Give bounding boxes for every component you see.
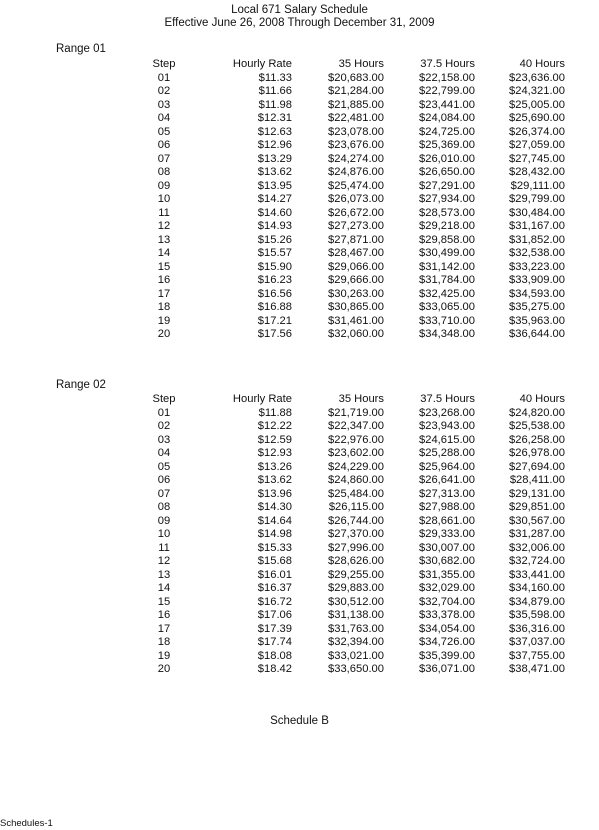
hours-37-5-cell: $23,441.00 [419,98,475,111]
table-row [0,247,599,261]
hours-35-cell: $24,860.00 [328,474,384,486]
step-cell: 11 [158,206,170,219]
step-header: Step [152,393,176,405]
step-cell: 08 [157,166,171,178]
hours-40-cell: $34,879.00 [509,595,565,608]
step-cell: 08 [157,501,171,513]
hours-35-cell: $25,484.00 [328,487,384,500]
step-cell: 02 [157,85,171,97]
hours-37-5-cell: $29,218.00 [419,220,475,232]
hourly-rate-cell: $17.74 [257,636,292,648]
step-cell: 09 [157,514,171,527]
schedule-footer: Schedule B [270,715,329,727]
hourly-rate-cell: $12.59 [257,433,292,446]
hours-37-5-cell: $29,333.00 [419,528,475,540]
hours-37-5-cell: $28,661.00 [419,514,475,527]
step-cell: 03 [157,98,171,111]
hours-40-cell: $33,909.00 [509,274,565,286]
step-cell: 11 [158,541,170,554]
step-cell: 03 [157,433,171,446]
step-header: Step [152,58,176,70]
hours-37-5-cell: $30,007.00 [419,541,475,554]
step-cell: 17 [157,287,171,300]
hours-35-cell: $21,284.00 [328,85,384,97]
hours-40-cell: $32,724.00 [509,555,565,567]
hours-37-5-cell: $24,725.00 [419,125,475,138]
step-cell: 14 [157,582,171,594]
hourly-rate-cell: $16.01 [257,568,292,581]
hourly-rate-cell: $13.26 [257,460,292,473]
hours-40-cell: $25,690.00 [509,112,565,124]
table-row [0,112,599,126]
hourly-rate-cell: $16.56 [257,287,292,300]
hours-35-cell: $33,650.00 [328,663,384,675]
hourly-rate-cell: $16.88 [257,301,292,313]
hourly-rate-cell: $12.31 [257,112,292,124]
step-cell: 19 [157,314,171,327]
table-row [0,274,599,288]
hours-37-5-cell: $25,964.00 [419,460,475,473]
hours-40-cell: $27,059.00 [509,139,565,151]
hours-40-cell: $26,258.00 [509,433,565,446]
hours-37-5-cell: $22,158.00 [419,71,475,84]
hourly-rate-cell: $15.57 [257,247,292,259]
hours-40-cell: $24,820.00 [509,406,565,419]
hours-35-cell: $27,871.00 [328,233,384,246]
table-row [0,207,599,221]
hours-40-cell: $29,111.00 [510,179,565,192]
hours-35-cell: $30,263.00 [328,287,384,300]
hours-37-5-cell: $32,029.00 [419,582,475,594]
hourly-rate-cell: $16.72 [257,595,292,608]
hours-40-cell: $32,538.00 [509,247,565,259]
hours-40-cell: $35,963.00 [509,314,565,327]
hourly-rate-cell: $13.95 [257,179,292,192]
step-cell: 17 [157,622,171,635]
step-cell: 15 [157,260,171,273]
hourly-rate-cell: $15.90 [257,260,292,273]
step-cell: 09 [157,179,171,192]
step-cell: 01 [157,406,171,419]
step-cell: 16 [157,274,171,286]
hours-40-cell: $25,538.00 [509,420,565,432]
hours-35-header: 35 Hours [338,393,384,405]
table-row [0,461,599,475]
hours-35-cell: $25,474.00 [328,179,384,192]
step-cell: 16 [157,609,171,621]
hourly-rate-cell: $14.93 [257,220,292,232]
table-row [0,542,599,556]
hours-40-cell: $32,006.00 [509,541,565,554]
table-row [0,569,599,583]
hours-35-cell: $26,672.00 [328,206,384,219]
hours-37-5-cell: $25,288.00 [419,447,475,459]
range-02-label: Range 02 [56,379,106,391]
hourly-rate-cell: $13.62 [257,474,292,486]
hours-37-5-cell: $22,799.00 [419,85,475,97]
step-cell: 05 [157,125,171,138]
hours-37-5-cell: $27,934.00 [419,193,475,205]
hours-37-5-cell: $28,573.00 [419,206,475,219]
hours-40-cell: $27,694.00 [509,460,565,473]
hours-35-header: 35 Hours [338,58,384,70]
hours-37-5-cell: $30,682.00 [419,555,475,567]
hourly-rate-cell: $13.29 [257,152,292,165]
hourly-rate-cell: $15.26 [257,233,292,246]
hourly-rate-cell: $11.66 [258,85,292,97]
hourly-rate-cell: $12.22 [257,420,292,432]
hours-37-5-cell: $31,142.00 [419,260,475,273]
hours-35-cell: $32,060.00 [328,328,384,340]
hours-37-5-cell: $34,348.00 [419,328,475,340]
hours-35-cell: $28,626.00 [328,555,384,567]
hours-35-cell: $24,229.00 [328,460,384,473]
step-cell: 14 [157,247,171,259]
hours-40-cell: $26,978.00 [509,447,565,459]
hourly-rate-cell: $17.56 [257,328,292,340]
hours-40-cell: $28,432.00 [509,166,565,178]
hours-37-5-cell: $33,378.00 [419,609,475,621]
table-row [0,193,599,207]
table-row [0,663,599,677]
step-cell: 05 [157,460,171,473]
table-row [0,180,599,194]
hourly-rate-cell: $17.21 [257,314,292,327]
hours-40-cell: $35,598.00 [509,609,565,621]
hourly-rate-cell: $14.64 [257,514,292,527]
table-header-row [0,58,599,72]
hours-37-5-cell: $25,369.00 [419,139,475,151]
hours-35-cell: $24,876.00 [328,166,384,178]
hourly-rate-cell: $12.96 [257,139,292,151]
step-cell: 20 [157,328,171,340]
table-row [0,301,599,315]
step-cell: 06 [157,139,171,151]
hours-35-cell: $29,883.00 [328,582,384,594]
hours-40-cell: $34,160.00 [509,582,565,594]
hours-35-cell: $20,683.00 [328,71,384,84]
hours-37-5-header: 37.5 Hours [420,58,475,70]
hours-37-5-cell: $26,650.00 [419,166,475,178]
table-row [0,596,599,610]
step-cell: 18 [157,301,171,313]
hours-40-cell: $34,593.00 [509,287,565,300]
hours-40-cell: $29,131.00 [509,487,565,500]
hours-40-cell: $23,636.00 [509,71,565,84]
document-title: Local 671 Salary Schedule [231,4,368,16]
hours-35-cell: $26,073.00 [328,193,384,205]
hours-37-5-cell: $29,858.00 [419,233,475,246]
table-row [0,623,599,637]
table-row [0,636,599,650]
table-row [0,474,599,488]
hours-40-cell: $38,471.00 [509,663,565,675]
hours-40-cell: $30,567.00 [509,514,565,527]
hours-40-cell: $26,374.00 [509,125,565,138]
hours-37-5-cell: $26,641.00 [419,474,475,486]
hours-35-cell: $26,744.00 [328,514,384,527]
table-row [0,139,599,153]
hours-40-cell: $36,644.00 [509,328,565,340]
table-row [0,407,599,421]
hours-37-5-cell: $27,988.00 [419,501,475,513]
hourly-rate-cell: $14.98 [257,528,292,540]
hours-35-cell: $23,676.00 [328,139,384,151]
hourly-rate-header: Hourly Rate [232,393,292,405]
hours-40-cell: $29,851.00 [509,501,565,513]
step-cell: 04 [157,447,171,459]
table-row [0,528,599,542]
hours-35-cell: $28,467.00 [328,247,384,259]
hourly-rate-cell: $15.33 [257,541,292,554]
hours-37-5-cell: $24,084.00 [419,112,475,124]
hours-35-cell: $22,347.00 [328,420,384,432]
hours-40-cell: $36,316.00 [509,622,565,635]
range-01-table [0,58,599,342]
step-cell: 13 [157,233,171,246]
table-row [0,650,599,664]
hours-40-cell: $31,852.00 [509,233,565,246]
hours-35-cell: $21,719.00 [328,406,384,419]
hours-35-cell: $27,273.00 [328,220,384,232]
hours-40-cell: $31,287.00 [509,528,565,540]
hours-35-cell: $30,512.00 [328,595,384,608]
hours-35-cell: $23,078.00 [328,125,384,138]
step-cell: 10 [157,193,171,205]
hours-35-cell: $31,461.00 [328,314,384,327]
hours-40-cell: $31,167.00 [509,220,565,232]
hourly-rate-cell: $13.96 [257,487,292,500]
hours-40-cell: $37,755.00 [509,649,565,662]
step-cell: 07 [157,152,171,165]
hours-37-5-cell: $27,291.00 [419,179,475,192]
hours-35-cell: $32,394.00 [328,636,384,648]
table-row [0,420,599,434]
hourly-rate-cell: $18.42 [257,663,292,675]
hours-35-cell: $31,763.00 [328,622,384,635]
table-row [0,515,599,529]
hourly-rate-cell: $17.39 [257,622,292,635]
table-row [0,261,599,275]
hours-40-cell: $29,799.00 [509,193,565,205]
step-cell: 18 [157,636,171,648]
hourly-rate-cell: $18.08 [257,649,292,662]
table-row [0,328,599,342]
hours-37-5-cell: $35,399.00 [419,649,475,662]
hourly-rate-cell: $15.68 [257,555,292,567]
hours-37-5-cell: $30,499.00 [419,247,475,259]
hours-40-cell: $37,037.00 [509,636,565,648]
hours-35-cell: $27,370.00 [328,528,384,540]
step-cell: 13 [157,568,171,581]
table-row [0,609,599,623]
table-row [0,85,599,99]
hours-37-5-cell: $34,726.00 [419,636,475,648]
hourly-rate-cell: $14.60 [257,206,292,219]
step-cell: 02 [157,420,171,432]
hours-37-5-cell: $34,054.00 [419,622,475,635]
table-row [0,72,599,86]
step-cell: 15 [157,595,171,608]
hours-35-cell: $26,115.00 [328,501,384,513]
table-row [0,166,599,180]
hours-37-5-cell: $36,071.00 [419,663,475,675]
range-02-table [0,393,599,677]
hours-40-cell: $28,411.00 [509,474,565,486]
hours-37-5-cell: $24,615.00 [419,433,475,446]
hours-35-cell: $30,865.00 [328,301,384,313]
step-cell: 04 [157,112,171,124]
table-row [0,555,599,569]
hours-35-cell: $29,666.00 [328,274,384,286]
hours-40-cell: $33,223.00 [509,260,565,273]
hourly-rate-header: Hourly Rate [232,58,292,70]
hours-35-cell: $23,602.00 [328,447,384,459]
hours-35-cell: $29,255.00 [328,568,384,581]
hours-37-5-cell: $23,943.00 [419,420,475,432]
hours-37-5-cell: $27,313.00 [419,487,475,500]
step-cell: 10 [157,528,171,540]
hours-37-5-cell: $32,704.00 [419,595,475,608]
hourly-rate-cell: $14.27 [257,193,292,205]
hourly-rate-cell: $16.23 [257,274,292,286]
table-row [0,288,599,302]
step-cell: 06 [157,474,171,486]
hours-37-5-cell: $32,425.00 [419,287,475,300]
table-row [0,582,599,596]
step-cell: 12 [157,220,171,232]
hours-40-cell: $33,441.00 [509,568,565,581]
step-cell: 19 [157,649,171,662]
hourly-rate-cell: $16.37 [257,582,292,594]
hours-35-cell: $22,481.00 [328,112,384,124]
step-cell: 20 [157,663,171,675]
table-row [0,220,599,234]
page-id: Schedules-1 [0,818,53,829]
table-row [0,234,599,248]
hours-37-5-cell: $26,010.00 [419,152,475,165]
hours-40-cell: $25,005.00 [509,98,565,111]
hourly-rate-cell: $11.98 [258,98,292,111]
hours-35-cell: $21,885.00 [328,98,384,111]
table-row [0,99,599,113]
hours-35-cell: $24,274.00 [328,152,384,165]
hours-40-header: 40 Hours [519,393,565,405]
document-subtitle: Effective June 26, 2008 Through December 31, 2009 [164,17,435,29]
hourly-rate-cell: $11.88 [258,406,292,419]
hours-37-5-cell: $33,710.00 [419,314,475,327]
hours-35-cell: $29,066.00 [328,260,384,273]
hours-40-cell: $27,745.00 [509,152,565,165]
hours-40-cell: $24,321.00 [509,85,565,97]
hourly-rate-cell: $11.33 [258,71,292,84]
table-header-row [0,393,599,407]
hours-40-cell: $30,484.00 [509,206,565,219]
step-cell: 12 [157,555,171,567]
table-row [0,126,599,140]
step-cell: 01 [157,71,171,84]
hourly-rate-cell: $17.06 [257,609,292,621]
table-row [0,488,599,502]
hours-40-cell: $35,275.00 [509,301,565,313]
hours-37-5-cell: $23,268.00 [419,406,475,419]
hours-35-cell: $22,976.00 [328,433,384,446]
table-row [0,434,599,448]
hourly-rate-cell: $13.62 [257,166,292,178]
table-row [0,153,599,167]
range-01-label: Range 01 [56,43,106,55]
hourly-rate-cell: $12.93 [257,447,292,459]
table-row [0,501,599,515]
hours-37-5-cell: $31,355.00 [419,568,475,581]
hours-35-cell: $33,021.00 [328,649,384,662]
table-row [0,447,599,461]
hours-35-cell: $27,996.00 [328,541,384,554]
hours-35-cell: $31,138.00 [328,609,384,621]
hours-37-5-cell: $33,065.00 [419,301,475,313]
hours-40-header: 40 Hours [519,58,565,70]
step-cell: 07 [157,487,171,500]
table-row [0,315,599,329]
hourly-rate-cell: $14.30 [257,501,292,513]
hourly-rate-cell: $12.63 [257,125,292,138]
hours-37-5-header: 37.5 Hours [420,393,475,405]
hours-37-5-cell: $31,784.00 [419,274,475,286]
